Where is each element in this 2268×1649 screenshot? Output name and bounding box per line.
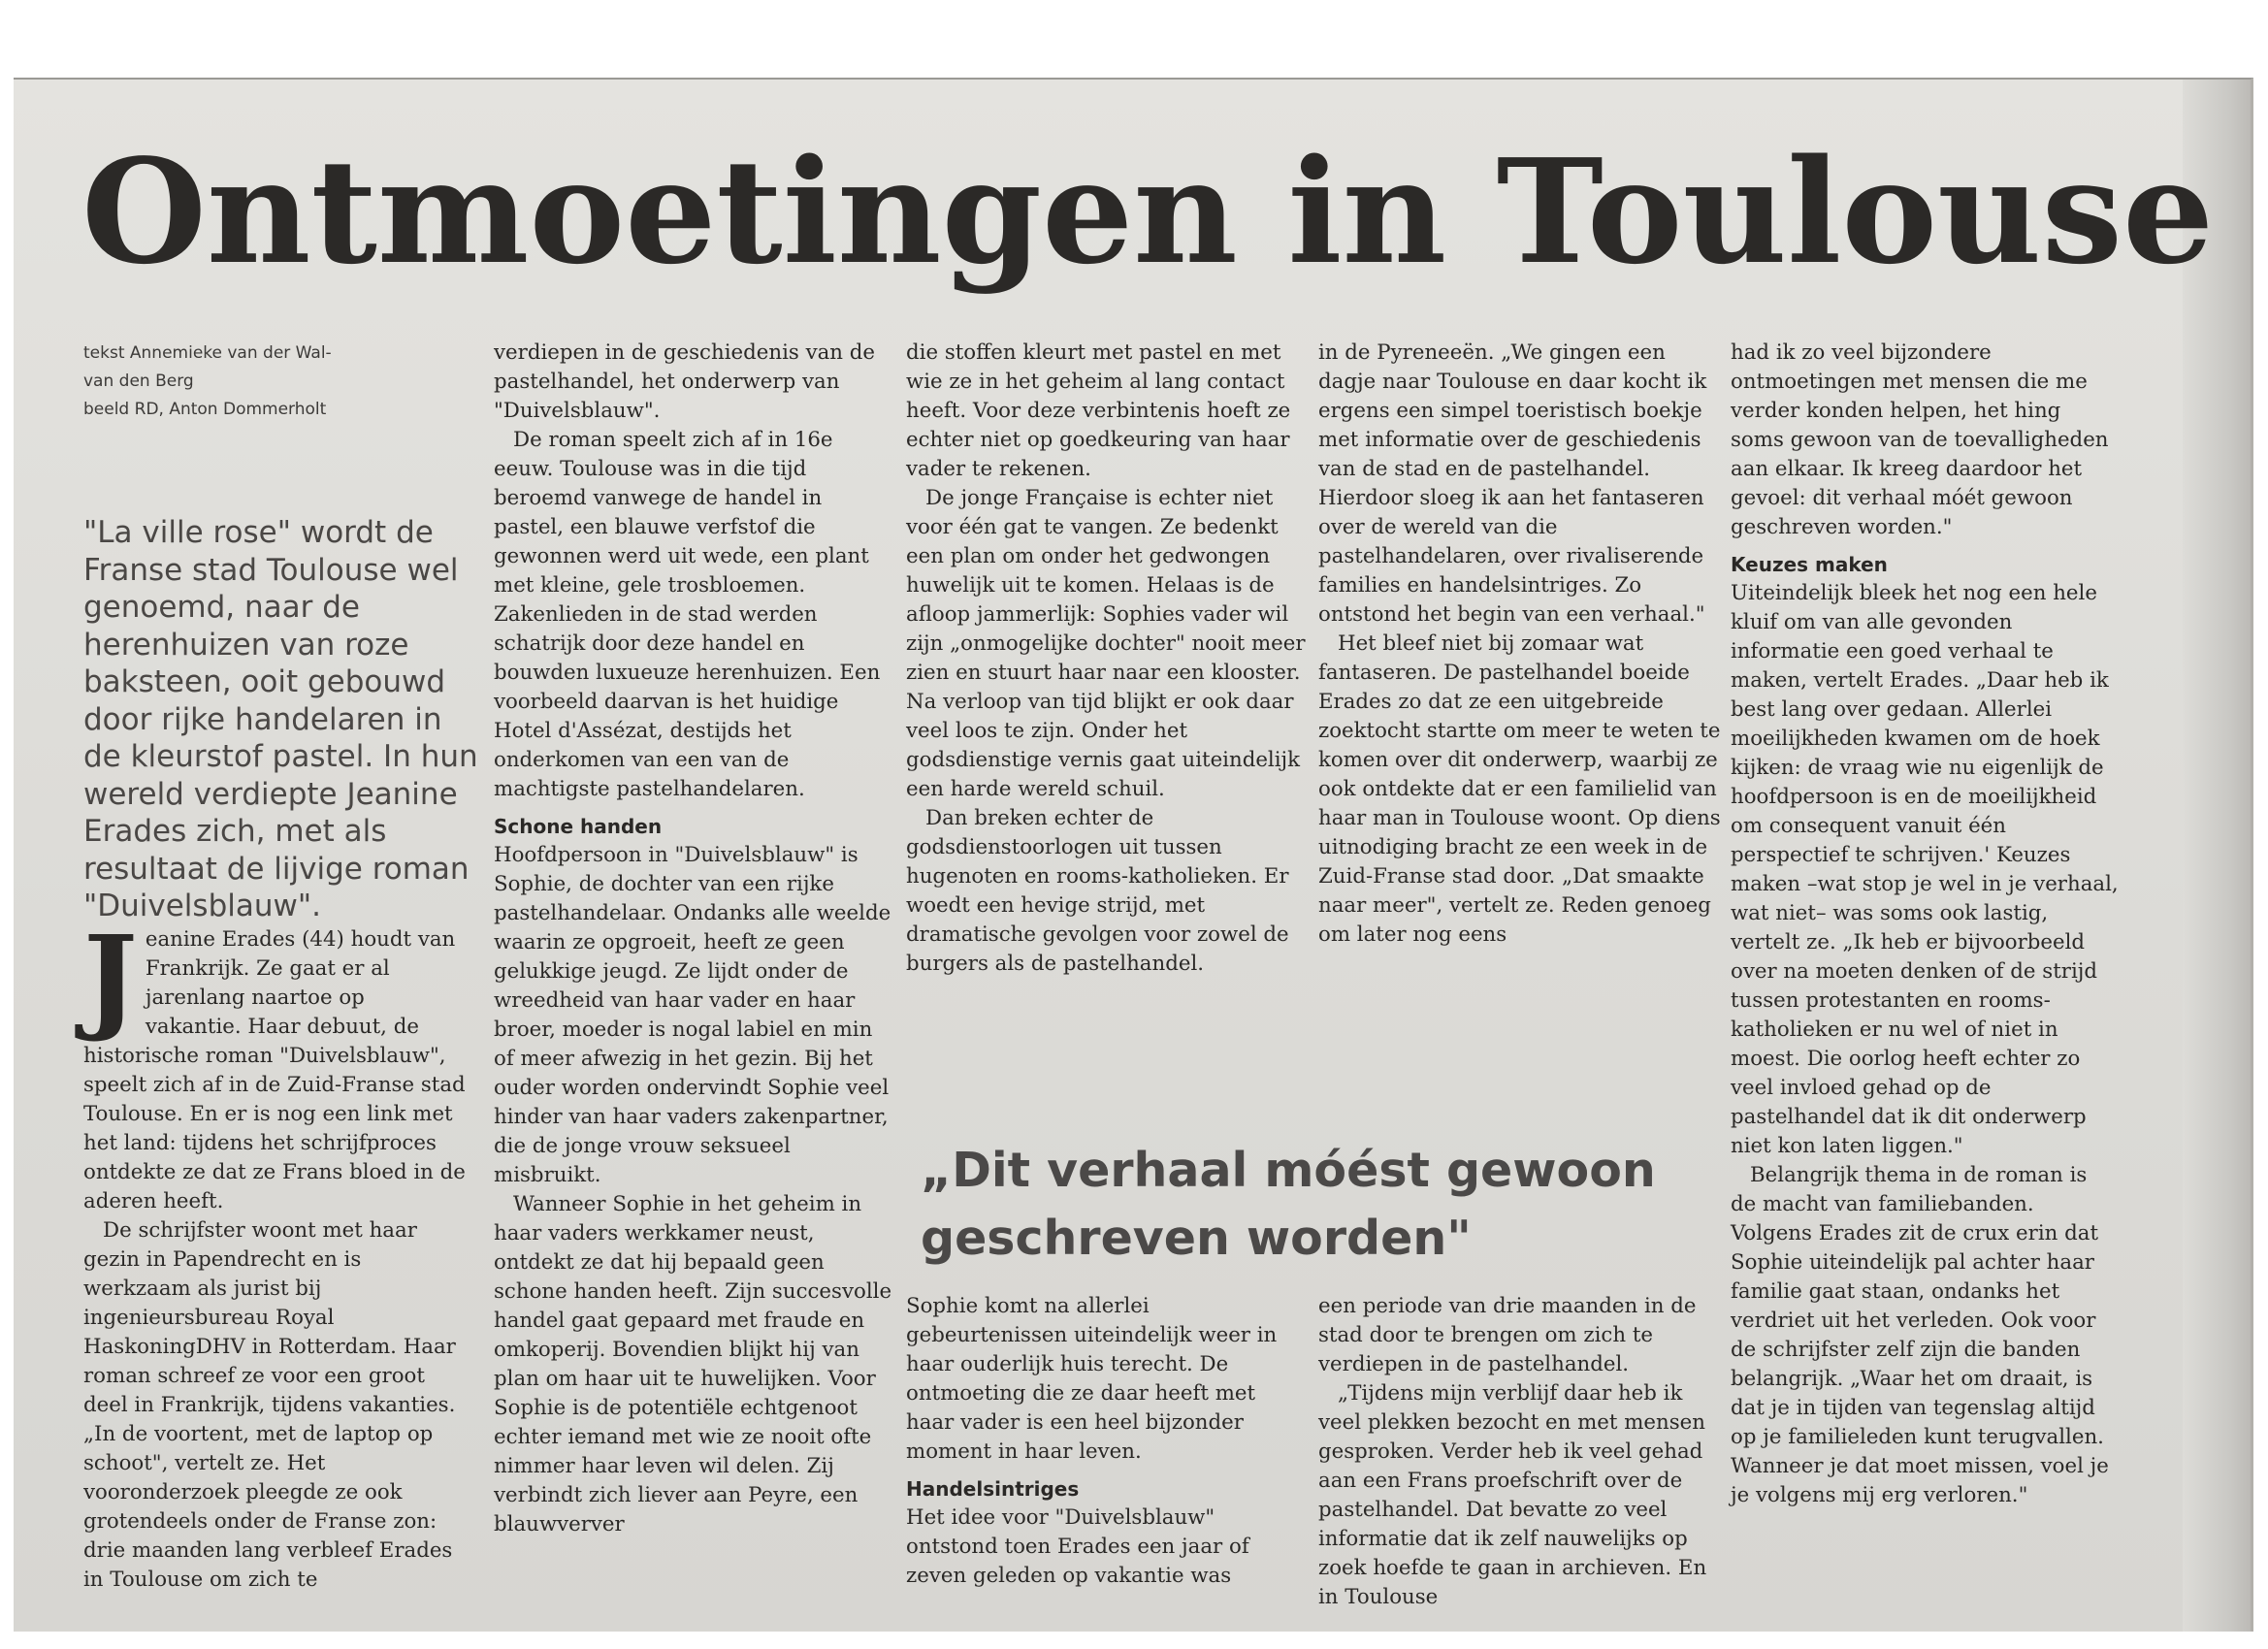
body-paragraph: Het idee voor "Duivelsblauw" ontstond toen Erades een jaar of zeven geleden op vakantie was: [906, 1505, 1249, 1588]
column-4: [1318, 339, 1726, 950]
body-paragraph: had ik zo veel bijzondere ontmoetingen met mensen die me verder konden helpen, het hing soms gewoon van de toevalligheden aan elkaar. Ik kreeg daardoor het gevoel: dit verhaal móét gewoon geschreven worden.": [1731, 340, 2109, 539]
byline: [83, 340, 471, 424]
body-paragraph: De schrijfster woont met haar gezin in Papendrecht en is werkzaam als jurist bij ingenieursbureau Royal HaskoningDHV in Rotterdam. Haar roman schreef ze voor een groot deel in Frankrijk, tijdens vakanties. „In de voortent, met de laptop op schoot", vertelt ze. Het vooronderzoek pleegde ze ook grotendeels onder de Franse zon: drie maanden lang verbleef Erades in Toulouse om zich te: [83, 1218, 456, 1592]
subheading-keuzes-maken: Keuzes maken: [1731, 553, 1888, 576]
column-4-bottom: [1318, 1292, 1726, 1612]
headline: Ontmoetingen in Toulouse: [81, 127, 2215, 296]
column-5: [1731, 339, 2119, 1510]
column-1: [83, 910, 467, 1595]
body-paragraph: Hoofdpersoon in "Duivelsblauw" is Sophie, de dochter van een rijke pastelhandelaar. Ondanks alle weelde waarin ze opgroeit, heeft ze geen gelukkige jeugd. Ze lijdt onder de wreedheid van haar vader en haar broer, moeder is nogal labiel en min of meer afwezig in het gezin. Bij het ouder worden ondervindt Sophie veel hinder van haar vaders zakenpartner, die de jonge vrouw seksueel misbruikt.: [494, 843, 891, 1187]
drop-cap: J: [83, 910, 138, 1045]
body-paragraph: Wanneer Sophie in het geheim in haar vaders werkkamer neust, ontdekt ze dat hij bepaald geen schone handen heeft. Zijn succesvolle handel gaat gepaard met fraude en omkoperij. Bovendien blijkt hij van plan om haar uit te huwelijken. Voor Sophie is de potentiële echtgenoot echter iemand met wie ze nooit ofte nimmer haar leven wil delen. Zij verbindt zich liever aan Peyre, een blauwverver: [494, 1192, 892, 1536]
subheading-handelsintriges: Handelsintriges: [906, 1477, 1080, 1501]
body-paragraph: Uiteindelijk bleek het nog een hele kluif om van alle gevonden informatie een goed verhaal te maken, vertelt Erades. „Daar heb ik best lang over gedaan. Allerlei moeilijkheden kwamen om de hoek kijken: de vraag wie nu eigenlijk de hoofdpersoon is en de moeilijkheid om consequent vanuit één perspectief te schrijven.' Keuzes maken –wat stop je wel in je verhaal, wat niet– was soms ook lastig, vertelt ze. „Ik heb er bijvoorbeeld over na moeten denken of de strijd tussen protestanten en rooms-katholieken er nu wel of niet in moest. Die oorlog heeft echter zo veel invloed gehad op de pastelhandel dat ik dit onderwerp niet kon laten liggen.": [1731, 581, 2119, 1158]
column-3-bottom: [906, 1292, 1306, 1591]
newspaper-page: [14, 78, 2253, 1632]
body-paragraph: Jeanine Erades (44) houdt van Frankrijk. Ze gaat er al jarenlang naartoe op vakantie. Haar debuut, de historische roman "Duivelsblauw", speelt zich af in de Zuid-Franse stad Toulouse. En er is nog een link met het land: tijdens het schrijfproces ontdekte ze dat ze Frans bloed in de aderen heeft.: [83, 910, 466, 1213]
body-paragraph: verdiepen in de geschiedenis van de pastelhandel, het onderwerp van "Duivelsblauw".: [494, 340, 876, 423]
pull-quote: „Dit verhaal móést gewoon geschreven worden": [921, 1143, 1656, 1266]
column-3: [906, 339, 1306, 979]
body-paragraph: Belangrijk thema in de roman is de macht van familiebanden. Volgens Erades zit de crux erin dat Sophie uiteindelijk pal achter haar familie gaat staan, ondanks het verdriet uit het verleden. Ook voor de schrijfster zelf zijn die banden belangrijk. „Waar het om draait, is dat je in tijden van tegenslag altijd op je familieleden kunt terugvallen. Wanneer je dat moet missen, voel je je volgens mij erg verloren.": [1731, 1163, 2109, 1507]
body-paragraph: een periode van drie maanden in de stad door te brengen om zich te verdiepen in de pastelhandel.: [1318, 1294, 1697, 1376]
credit-line: beeld RD, Anton Dommerholt: [83, 400, 327, 419]
credit-line: tekst Annemieke van der Wal-: [83, 343, 332, 363]
subheading-schone-handen: Schone handen: [494, 815, 663, 838]
body-paragraph: De roman speelt zich af in 16e eeuw. Toulouse was in die tijd beroemd vanwege de handel in pastel, een blauwe verfstof die gewonnen werd uit wede, een plant met kleine, gele trosbloemen. Zakenlieden in de stad werden schatrijk door deze handel en bouwden luxueuze herenhuizen. Een voorbeeld daarvan is het huidige Hotel d'Assézat, destijds het onderkomen van een van de machtigste pastelhandelaren.: [494, 428, 881, 801]
credit-line: van den Berg: [83, 372, 194, 391]
body-paragraph: De jonge Française is echter niet voor één gat te vangen. Ze bedenkt een plan om onder het gedwongen huwelijk uit te komen. Helaas is de afloop jammerlijk: Sophies vader wil zijn „onmogelijke dochter" nooit meer zien en stuurt haar naar een klooster. Na verloop van tijd blijkt er ook daar veel loos te zijn. Onder het godsdienstige vernis gaat uiteindelijk een harde wereld schuil.: [906, 486, 1306, 801]
body-paragraph: Dan breken echter de godsdienstoorlogen uit tussen hugenoten en rooms-katholieken. Er woedt een hevige strijd, met dramatische gevolgen voor zowel de burgers als de pastelhandel.: [906, 806, 1289, 976]
lead-paragraph: "La ville rose" wordt de Franse stad Toulouse wel genoemd, naar de herenhuizen van roze baksteen, ooit gebouwd door rijke handelaren in de kleurstof pastel. In hun wereld verdiepte Jeanine Erades zich, met als resultaat de lijvige roman "Duivelsblauw".: [83, 515, 478, 923]
body-paragraph: die stoffen kleurt met pastel en met wie ze in het geheim al lang contact heeft. Voor deze verbintenis hoeft ze echter niet op goedkeuring van haar vader te rekenen.: [906, 340, 1291, 481]
column-2: [494, 339, 893, 1539]
page-fold: [2183, 80, 2251, 1632]
body-paragraph: „Tijdens mijn verblijf daar heb ik veel plekken bezocht en met mensen gesproken. Verder heb ik veel gehad aan een Frans proefschrift over de pastelhandel. Dat bevatte zo veel informatie dat ik zelf nauwelijks op zoek hoefde te gaan in archieven. En in Toulouse: [1318, 1381, 1707, 1609]
body-paragraph: Het bleef niet bij zomaar wat fantaseren. De pastelhandel boeide Erades zo dat ze een uitgebreide zoektocht startte om meer te weten te komen over dit onderwerp, waarbij ze ook ontdekte dat er een familielid van haar man in Toulouse woont. Op diens uitnodiging bracht ze een week in de Zuid-Franse stad door. „Dat smaakte naar meer", vertelt ze. Reden genoeg om later nog eens: [1318, 631, 1721, 947]
body-paragraph: Sophie komt na allerlei gebeurtenissen uiteindelijk weer in haar ouderlijk huis terecht. De ontmoeting die ze daar heeft met haar vader is een heel bijzonder moment in haar leven.: [906, 1294, 1278, 1464]
body-paragraph: in de Pyreneeën. „We gingen een dagje naar Toulouse en daar kocht ik ergens een simpel toeristisch boekje met informatie over de geschiedenis van de stad en de pastelhandel. Hierdoor sloeg ik aan het fantaseren over de wereld van die pastelhandelaren, over rivaliserende families en handelsintriges. Zo ontstond het begin van een verhaal.": [1318, 340, 1707, 627]
